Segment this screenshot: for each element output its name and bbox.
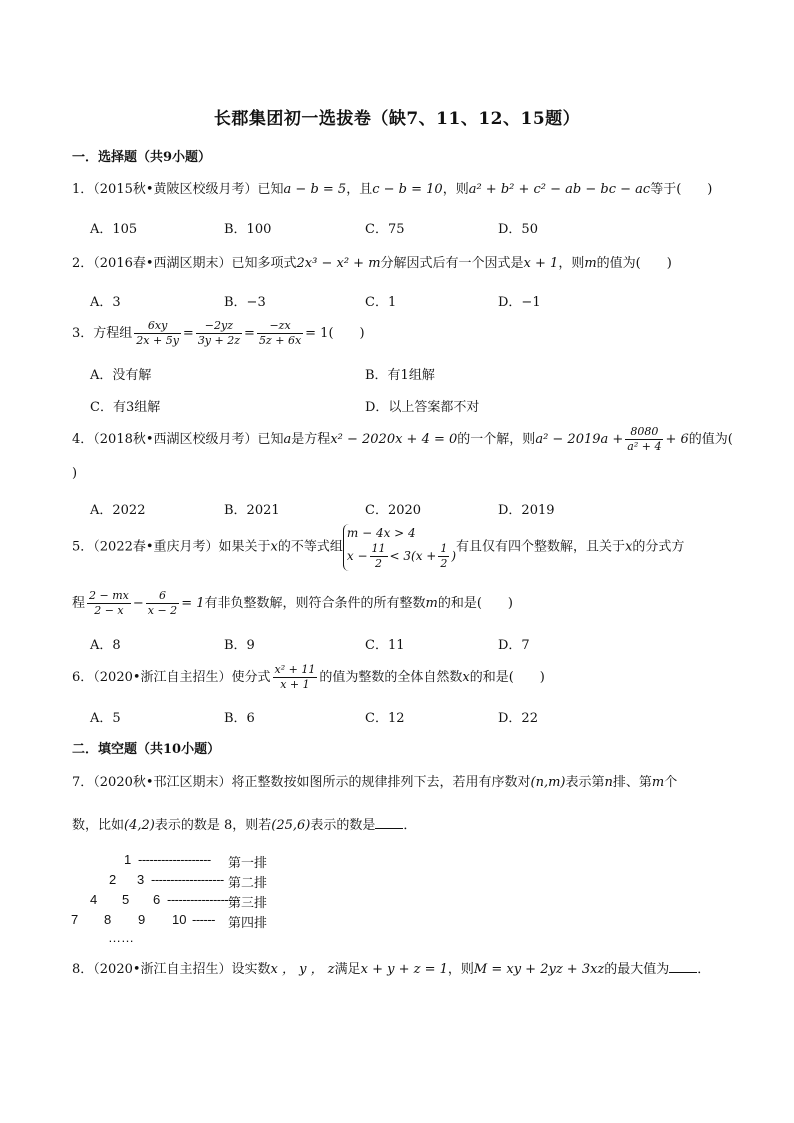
q4-var-a: a — [283, 432, 292, 447]
q8-end: ． — [697, 962, 711, 977]
q3-fraction-2: $\frac{-2yz}{3y + 2z}$ — [197, 319, 241, 347]
question-8 — [72, 960, 710, 980]
q5-fraction-2: $\frac{6}{x - 2}$ — [147, 589, 178, 617]
q1-mid-1: ，且 — [346, 182, 373, 197]
question-2 — [72, 254, 672, 274]
q2-suffix: 的值为( ) — [596, 256, 672, 271]
q4-mid-1: 是方程 — [291, 432, 331, 447]
q7-end: ． — [403, 818, 417, 833]
triangle-ellipsis: …… — [108, 930, 134, 945]
q2-option-d[interactable]: D．−1 — [498, 295, 541, 310]
question-6 — [72, 662, 545, 694]
q2-mid-1: 分解因式后有一个因式是 — [380, 256, 524, 271]
q8-mid: 满足 — [334, 962, 361, 977]
q8-prefix: 8．（2020•浙江自主招生）设实数 — [72, 962, 271, 977]
q7-example-pair: (4,2) — [124, 818, 155, 833]
q7-line-2 — [72, 816, 416, 836]
triangle-number: 2 — [109, 872, 117, 887]
q3-option-a[interactable]: A．没有解 — [90, 368, 152, 383]
q4-expression-1: a² − 2019a + — [535, 432, 624, 447]
q5-equals-one: = 1 — [181, 596, 205, 611]
q4-suffix: 的值为( — [688, 432, 733, 447]
q6-option-c[interactable]: C．12 — [365, 711, 405, 726]
q5-fraction-1: $\frac{2 - mx}{2 - x}$ — [89, 589, 129, 617]
triangle-number: 6 — [153, 892, 161, 907]
question-1 — [72, 180, 712, 200]
q8-mid-2: ，则 — [447, 962, 474, 977]
q4-option-a[interactable]: A．2022 — [90, 503, 146, 518]
q3-option-c[interactable]: C．有3组解 — [90, 400, 161, 415]
triangle-row-label: 第三排 — [228, 896, 268, 911]
q1-option-c[interactable]: C．75 — [365, 222, 405, 237]
q8-suffix: 的最大值为 — [604, 962, 670, 977]
q3-option-b[interactable]: B．有1组解 — [365, 368, 435, 383]
q3-fraction-1: $\frac{6xy}{2x + 5y}$ — [136, 319, 179, 347]
q5-mid-1: 的不等式组 — [277, 539, 343, 555]
q4-expression-2: + 6 — [665, 432, 689, 447]
q3-option-d[interactable]: D．以上答案都不对 — [365, 400, 480, 415]
q7-line1-b: 表示第 — [565, 775, 605, 790]
triangle-number: 4 — [90, 892, 98, 907]
q8-expression: M = xy + 2yz + 3xz — [473, 962, 605, 977]
q6-fraction: $\frac{\text{x² + 11}}{x + 1}$ — [274, 663, 316, 691]
section-fill-in: 二．填空题（共10小题） — [72, 742, 221, 757]
triangle-number: 3 — [137, 872, 145, 887]
q5-line2-mid: 有非负整数解，则符合条件的所有整数 — [204, 596, 426, 611]
q5-inequality-system: m − 4x > 4 x − $\frac{11}{2}$ < 3(x + $\frac{1}{2}$ ) — [343, 524, 456, 571]
q2-variable: m — [584, 256, 597, 271]
q1-prefix: 1．（2015秋•黄陂区校级月考）已知 — [72, 182, 284, 197]
q4-option-d[interactable]: D．2019 — [498, 503, 555, 518]
q4-fraction: $\frac{8080}{\text{a² + 4}}$ — [627, 425, 662, 453]
q2-polynomial: 2x³ − x² + m — [296, 256, 381, 271]
triangle-row-label: 第二排 — [228, 876, 268, 891]
triangle-dashes: ------ — [192, 912, 215, 927]
q6-option-b[interactable]: B．6 — [224, 711, 255, 726]
q5-line-2 — [72, 588, 513, 620]
q4-prefix: 4．（2018秋•西湖区校级月考）已知 — [72, 432, 284, 447]
q5-line2-suffix: 的和是( ) — [437, 596, 513, 611]
q7-var-n: n — [604, 775, 613, 790]
q1-cond-1: a − b = 5 — [283, 182, 347, 197]
q5-var-m: m — [425, 596, 438, 611]
question-5 — [72, 524, 684, 571]
question-3: 3．方程组 $\frac{6xy}{2x + 5y}$ = $\frac{-2yz}{3y + 2z}$ = $\frac{-zx}{5z + 6x}$ = 1( ) — [72, 319, 365, 347]
triangle-number: 9 — [138, 912, 146, 927]
question-4 — [72, 424, 733, 456]
q6-mid: 的值为整数的全体自然数 — [319, 670, 463, 685]
q6-var-x: x — [462, 670, 470, 685]
q1-expression: a² + b² + c² − ab − bc − ac — [468, 182, 651, 197]
q4-option-c[interactable]: C．2020 — [365, 503, 422, 518]
q3-equals: = 1( ) — [305, 326, 365, 341]
q5-var-x-2: x — [625, 539, 633, 555]
q5-prefix: 5．（2022春•重庆月考）如果关于 — [72, 539, 271, 555]
triangle-dashes: ------------------- — [138, 852, 211, 867]
q1-suffix: 等于( ) — [650, 182, 713, 197]
q5-mid-3: 的分式方 — [632, 539, 685, 555]
q5-minus: − — [132, 596, 144, 611]
q5-var-x: x — [270, 539, 278, 555]
question-7 — [72, 773, 677, 793]
q7-line1-d: 个 — [664, 775, 678, 790]
q6-prefix: 6．（2020•浙江自主招生）使分式 — [72, 670, 271, 685]
q7-line1-c: 排、第 — [612, 775, 652, 790]
q2-option-a[interactable]: A．3 — [90, 295, 121, 310]
q3-fraction-3: $\frac{-zx}{5z + 6x}$ — [258, 319, 302, 347]
triangle-row-label: 第四排 — [228, 916, 268, 931]
q5-option-a[interactable]: A．8 — [90, 638, 121, 653]
q6-suffix: 的和是( ) — [469, 670, 545, 685]
triangle-number: 5 — [122, 892, 130, 907]
q4-mid-2: 的一个解，则 — [457, 432, 536, 447]
section-multiple-choice: 一．选择题（共9小题） — [72, 150, 212, 165]
q2-mid-2: ，则 — [558, 256, 585, 271]
q8-answer-blank[interactable] — [669, 960, 697, 973]
q1-option-a[interactable]: A．105 — [90, 222, 138, 237]
q4-continuation: ) — [72, 466, 78, 481]
q2-factor: x + 1 — [523, 256, 559, 271]
q8-condition: x + y + z = 1 — [360, 962, 448, 977]
q5-mid-2: 有且仅有四个整数解，且关于 — [456, 539, 626, 555]
q8-variables: x ， y ， z — [270, 962, 335, 977]
triangle-number: 10 — [172, 912, 187, 927]
q1-mid-2: ，则 — [442, 182, 469, 197]
triangle-number: 8 — [104, 912, 112, 927]
q7-line1-a: 7．（2020秋•邗江区期末）将正整数按如图所示的规律排列下去，若用有序数对 — [72, 775, 531, 790]
q1-option-b[interactable]: B．100 — [224, 222, 272, 237]
q2-option-c[interactable]: C．1 — [365, 295, 397, 310]
triangle-dashes: ------------------- — [151, 872, 224, 887]
q6-option-d[interactable]: D．22 — [498, 711, 538, 726]
q1-cond-2: c − b = 10 — [372, 182, 443, 197]
q2-prefix: 2．（2016春•西湖区期末）已知多项式 — [72, 256, 297, 271]
q4-equation: x² − 2020x + 4 = 0 — [330, 432, 458, 447]
triangle-number: 1 — [124, 852, 132, 867]
q5-option-b[interactable]: B．9 — [224, 638, 255, 653]
q7-var-m: m — [651, 775, 665, 790]
q5-line2-prefix: 程 — [72, 596, 86, 611]
q7-asked-pair: (25,6) — [271, 818, 311, 833]
triangle-row-label: 第一排 — [228, 856, 268, 871]
q3-prefix: 3．方程组 — [72, 326, 133, 341]
q6-option-a[interactable]: A．5 — [90, 711, 121, 726]
q7-line2-a: 数，比如 — [72, 818, 125, 833]
q1-option-d[interactable]: D．50 — [498, 222, 538, 237]
page-title: 长郡集团初一选拔卷（缺7、11、12、15题） — [213, 109, 581, 129]
q7-answer-blank[interactable] — [375, 816, 403, 829]
triangle-dashes: ------------------- — [167, 892, 240, 907]
q5-option-c[interactable]: C．11 — [365, 638, 405, 653]
q2-option-b[interactable]: B．−3 — [224, 295, 266, 310]
q7-line2-b: 表示的数是 8，则若 — [154, 818, 272, 833]
q4-option-b[interactable]: B．2021 — [224, 503, 280, 518]
q5-option-d[interactable]: D．7 — [498, 638, 530, 653]
q7-pair: (n,m) — [530, 775, 566, 790]
triangle-number: 7 — [71, 912, 79, 927]
q7-line2-c: 表示的数是 — [310, 818, 376, 833]
